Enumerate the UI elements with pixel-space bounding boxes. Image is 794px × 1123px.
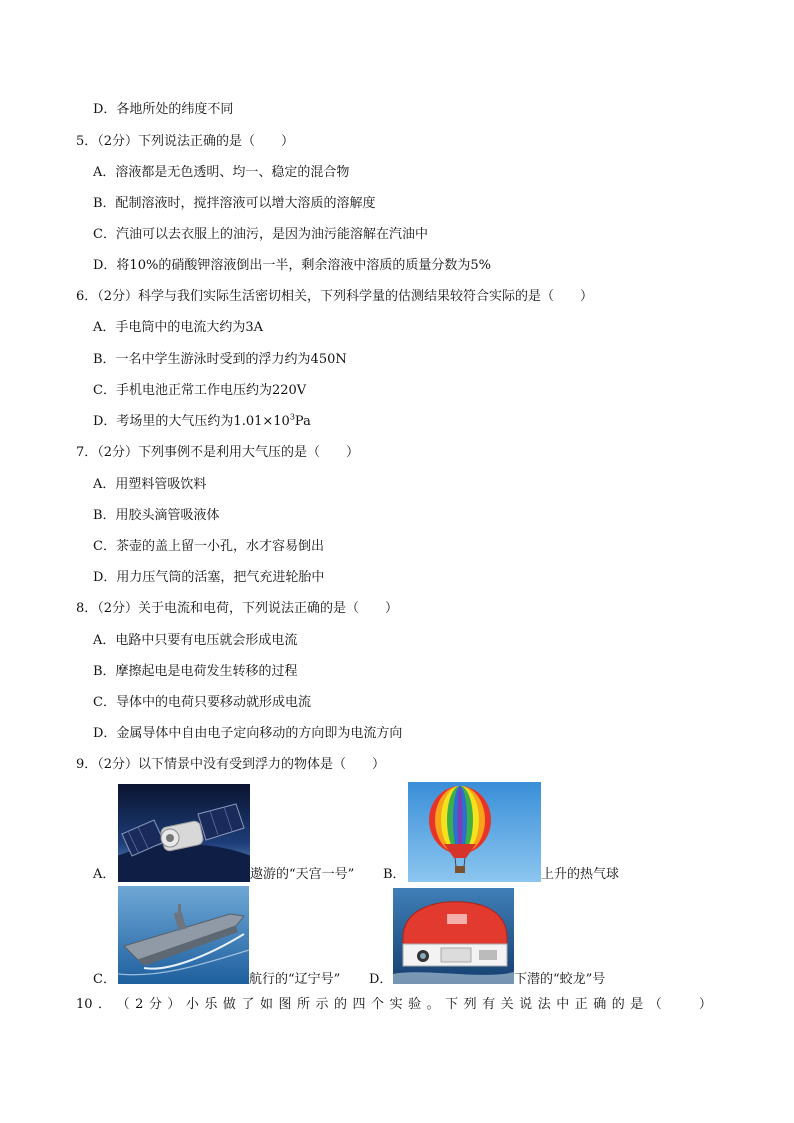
q10-stem-char: 关 (500, 997, 514, 1012)
q5-option-a: A．溶液都是无色透明、均一、稳定的混合物 (93, 165, 350, 180)
hot-air-balloon-image (408, 782, 541, 882)
q4-option-d: D．各地所处的纬度不同 (93, 102, 234, 117)
q10-stem-char: ） (698, 997, 712, 1012)
q10-stem-char: 如 (259, 997, 273, 1012)
q10-stem-char: 法 (537, 997, 551, 1012)
q8-option-d: D．金属导体中自由电子定向移动的方向即为电流方向 (93, 726, 403, 741)
q10-stem-char: 的 (334, 997, 348, 1012)
q10-stem-char: 的 (611, 997, 625, 1012)
q10-stem-char: 是 (630, 997, 644, 1012)
q6-option-c: C．手机电池正常工作电压约为220V (93, 383, 307, 398)
q10-stem-char: 。 (426, 997, 440, 1012)
q6-option-d (93, 414, 311, 430)
q6-option-b: B．一名中学生游泳时受到的浮力约为450N (93, 352, 347, 367)
q6-stem: 6．（2分）科学与我们实际生活密切相关，下列科学量的估测结果较符合实际的是（ ） (76, 289, 594, 304)
q5-option-b: B．配制溶液时，搅拌溶液可以增大溶质的溶解度 (93, 196, 376, 211)
q10-stem-char: 实 (389, 997, 403, 1012)
q7-stem: 7．（2分）下列事例不是利用大气压的是（ ） (76, 445, 360, 460)
q7-option-b: B．用胶头滴管吸液体 (93, 508, 220, 523)
q9-option-b-letter: B． (383, 867, 406, 882)
q8-stem: 8．（2分）关于电流和电荷，下列说法正确的是（ ） (76, 601, 399, 616)
q10-stem-char: 了 (241, 997, 255, 1012)
q10-stem-char: 做 (222, 997, 236, 1012)
q9-option-b-text: 上升的热气球 (541, 867, 620, 882)
q10-stem-char: 个 (371, 997, 385, 1012)
q10-stem-char: 中 (556, 997, 570, 1012)
q10-stem-char: 验 (408, 997, 422, 1012)
q10-stem-char: 示 (315, 997, 329, 1012)
q6-option-d-base: D．考场里的大气压约为1.01×10 (93, 414, 290, 429)
q10-stem-char: 正 (574, 997, 588, 1012)
q7-option-a: A．用塑料管吸饮料 (93, 477, 207, 492)
q10-stem-char: 图 (278, 997, 292, 1012)
liaoning-carrier-image (118, 886, 249, 984)
q10-stem-char: 乐 (204, 997, 218, 1012)
tiangong-station-image (118, 784, 250, 882)
q10-stem-char: （ (116, 997, 130, 1012)
q10-stem-char: 10 (76, 997, 93, 1012)
q10-stem-char: 小 (185, 997, 199, 1012)
q6-option-d-unit: Pa (294, 414, 311, 429)
q9-option-a-text: 遨游的“天宫一号” (250, 867, 355, 882)
q10-stem-char: 有 (482, 997, 496, 1012)
q9-option-a-letter: A． (93, 867, 116, 882)
q10-stem-char: 说 (519, 997, 533, 1012)
q5-option-c: C．汽油可以去衣服上的油污，是因为油污能溶解在汽油中 (93, 227, 428, 242)
jiaolong-submersible-image (393, 888, 514, 984)
q9-stem: 9．（2分）以下情景中没有受到浮力的物体是（ ） (76, 757, 386, 772)
q10-stem-char: 所 (296, 997, 310, 1012)
q7-option-d: D．用力压气筒的活塞，把气充进轮胎中 (93, 570, 325, 585)
q9-option-c-text: 航行的“辽宁号” (249, 972, 341, 987)
q10-stem (76, 997, 712, 1013)
q10-stem-char: 下 (445, 997, 459, 1012)
q10-stem-char: 2 (135, 997, 144, 1012)
q6-option-d-exponent: 3 (289, 412, 295, 422)
q10-stem-char: （ (648, 997, 662, 1012)
q9-option-c-letter: C． (93, 972, 116, 987)
q10-stem-char: 分 (148, 997, 162, 1012)
q10-stem-char: 四 (352, 997, 366, 1012)
q9-option-d-text: 下潜的“蛟龙”号 (514, 972, 606, 987)
q10-stem-char (667, 997, 693, 1013)
q5-stem: 5．（2分）下列说法正确的是（ ） (76, 134, 295, 149)
q8-option-b: B．摩擦起电是电荷发生转移的过程 (93, 664, 298, 679)
q8-option-c: C．导体中的电荷只要移动就形成电流 (93, 695, 311, 710)
q5-option-d: D．将10%的硝酸钾溶液倒出一半，剩余溶液中溶质的质量分数为5% (93, 258, 491, 273)
q10-stem-char: 确 (593, 997, 607, 1012)
q10-stem-char: 列 (463, 997, 477, 1012)
q7-option-c: C．茶壶的盖上留一小孔，水才容易倒出 (93, 539, 324, 554)
q10-stem-char: ． (98, 997, 112, 1012)
q8-option-a: A．电路中只要有电压就会形成电流 (93, 633, 298, 648)
q6-option-a: A．手电筒中的电流大约为3A (93, 320, 264, 335)
q9-option-d-letter: D． (369, 972, 393, 987)
q10-stem-char: ） (167, 997, 181, 1012)
